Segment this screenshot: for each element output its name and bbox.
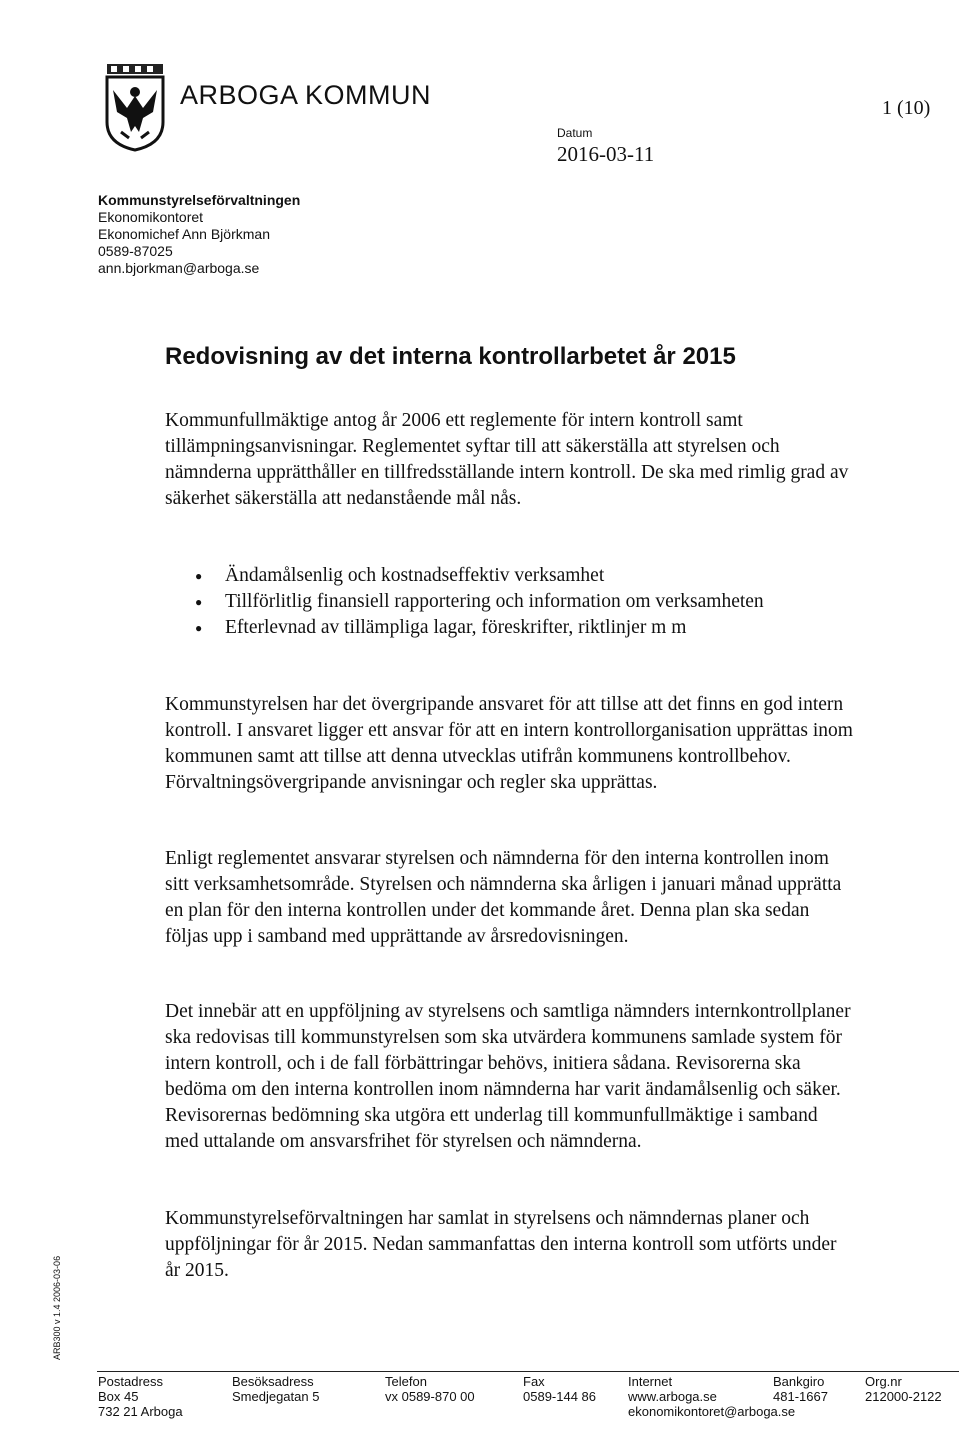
footer-label: Org.nr xyxy=(865,1374,902,1389)
arboga-coat-of-arms-logo xyxy=(103,62,167,152)
body-paragraph: Det innebär att en uppföljning av styrelsens och samtliga nämnders internkontrollplaner ska redovisas till kommunstyrelsen som ska utvärdera kommunens samlade system för intern kontroll, och i de fall förbättringar behövs, initiera sådana. Revisorerna ska bedöma om den interna kontrollen inom nämnderna har varit ändamålsenlig och säker. Revisorernas bedömning ska utgöra ett underlag till kommunfullmäktige i samband med uttalande om ansvarsfrihet för styrelsen och nämnderna. xyxy=(165,1001,851,1152)
footer-label: Besöksadress xyxy=(232,1374,314,1389)
footer-label: Postadress xyxy=(98,1374,164,1389)
body-paragraph: Kommunstyrelsen har det övergripande ansvaret för att tillse att det finns en god intern kontroll. I ansvaret ligger ett ansvar för att en intern kontrollorganisation upprättas inom kommunen samt att tillse att denna utvecklas utifrån kommunens kontrollbehov. Förvaltningsövergripande anvisningar och regler ska upprättas. xyxy=(165,694,853,793)
sender-person: Ekonomichef Ann Björkman xyxy=(98,226,270,242)
footer-value: 0589-144 86 xyxy=(523,1389,597,1404)
body-paragraph: Enligt reglementet ansvarar styrelsen och nämnderna för den interna kontrollen inom sitt verksamhetsområde. Styrelsen och nämnderna ska årligen i januari månad upprätta en plan för den interna kontrollen under det kommande året. Denna plan ska sedan följas upp i samband med upprättande av årsredovisningen. xyxy=(165,848,842,947)
form-version-code: ARB300 v 1.4 2006-03-06 xyxy=(52,1255,62,1360)
footer-website-link[interactable]: www.arboga.se xyxy=(628,1389,717,1404)
footer-label: Telefon xyxy=(385,1374,427,1389)
footer-value: Smedjegatan 5 xyxy=(232,1389,320,1404)
body-paragraph: Kommunfullmäktige antog år 2006 ett reglemente för intern kontroll samt tillämpningsanvisningar. Reglementet syftar till att säkerställa att styrelsen och nämnderna upprätthåller en tillfredsställande intern kontroll. De ska med rimlig grad av säkerhet säkerställa att nedanstående mål nås. xyxy=(165,410,849,509)
footer-label: Fax xyxy=(523,1374,545,1389)
document-title: Redovisning av det interna kontrollarbetet år 2015 xyxy=(165,343,736,370)
footer-value: 481-1667 xyxy=(773,1389,828,1404)
sender-department: Kommunstyrelseförvaltningen xyxy=(98,192,301,208)
footer-besoksadress xyxy=(232,1374,319,1404)
footer-postadress xyxy=(98,1374,183,1419)
goals-list-item: ● Efterlevnad av tillämpliga lagar, föreskrifter, riktlinjer m m xyxy=(195,615,835,641)
date-label: Datum xyxy=(557,126,593,140)
footer-value: 732 21 Arboga xyxy=(98,1404,183,1419)
footer-telefon xyxy=(385,1374,475,1404)
footer-label: Bankgiro xyxy=(773,1374,825,1389)
footer-orgnr xyxy=(865,1374,942,1404)
coat-of-arms-crown-icon xyxy=(107,64,163,74)
footer-internet xyxy=(628,1374,795,1419)
page-number: 1 (10) xyxy=(882,97,931,119)
footer xyxy=(98,1374,958,1424)
footer-email-link[interactable]: ekonomikontoret@arboga.se xyxy=(628,1404,796,1419)
footer-label: Internet xyxy=(628,1374,673,1389)
footer-value: 212000-2122 xyxy=(865,1389,942,1404)
sender-block xyxy=(98,192,300,277)
body-paragraph: Kommunstyrelseförvaltningen har samlat in styrelsens och nämndernas planer och uppföljningar för år 2015. Nedan sammanfattas den interna kontroll som utförts under år 2015. xyxy=(165,1208,837,1281)
sender-phone: 0589-87025 xyxy=(98,243,173,259)
footer-value: Box 45 xyxy=(98,1389,139,1404)
footer-value: vx 0589-870 00 xyxy=(385,1389,475,1404)
sender-office: Ekonomikontoret xyxy=(98,209,204,225)
goals-list xyxy=(195,563,835,641)
sender-email: ann.bjorkman@arboga.se xyxy=(98,260,260,276)
footer-fax xyxy=(523,1374,596,1404)
goals-list-item: ● Ändamålsenlig och kostnadseffektiv verksamhet xyxy=(195,563,835,589)
footer-divider xyxy=(97,1371,959,1372)
goals-list-item: ● Tillförlitlig finansiell rapportering och information om verksamheten xyxy=(195,589,835,615)
date-value: 2016-03-11 xyxy=(557,142,655,166)
organization-name: ARBOGA KOMMUN xyxy=(180,80,432,110)
footer-bankgiro xyxy=(773,1374,828,1404)
